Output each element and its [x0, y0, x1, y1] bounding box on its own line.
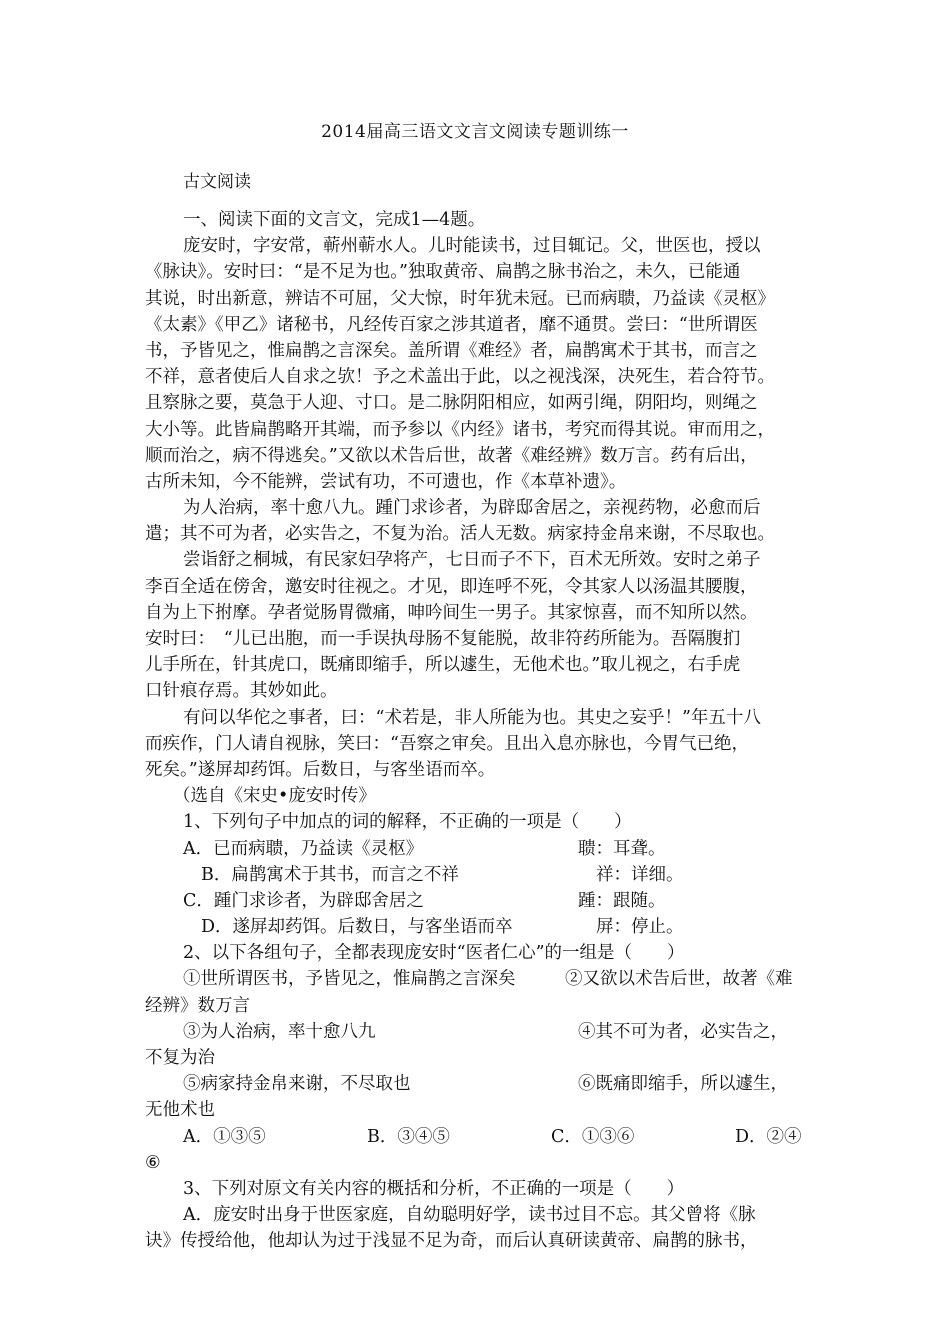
q2-item: ③为人治病，率十愈八九	[183, 1021, 376, 1042]
q2-item: ②又欲以术告后世，故著《难	[565, 969, 793, 990]
q1-option-b	[145, 862, 813, 888]
passage-line: 不祥，意者使后人自求之欤！予之术盖出于此，以之视浅深，决死生，若合符节。	[145, 367, 775, 388]
q2-items-row-2	[145, 1019, 813, 1045]
q1-option-sentence: B．扁鹊寓术于其书，而言之不祥	[201, 864, 459, 885]
passage-line: 顺而治之，病不得逃矣。”又欲以术告后世，故著《难经辨》数万言。药有后出，	[145, 445, 758, 466]
passage-line: 书，予皆见之，惟扁鹊之言深矣。盖所谓《难经》者，扁鹊寓术于其书，而言之	[145, 340, 758, 361]
passage-line: 儿手所在，针其虎口，既痛即缩手，所以遽生，无他术也。”取儿视之，右手虎	[145, 655, 741, 676]
q2-choices-row	[145, 1124, 813, 1150]
source-citation: （选自《宋史•庞安时传》	[173, 786, 376, 807]
question-3-stem: 3、下列对原文有关内容的概括和分析，不正确的一项是（ ）	[183, 1178, 685, 1199]
passage-line: 自为上下拊摩。孕者觉肠胃微痛，呻吟间生一男子。其家惊喜，而不知所以然。	[145, 602, 758, 623]
q1-option-sentence: D．遂屏却药饵。后数日，与客坐语而卒	[201, 917, 513, 938]
question-1-stem: 1、下列句子中加点的词的解释，不正确的一项是（ ）	[183, 812, 632, 833]
q2-items-row-3	[145, 1071, 813, 1097]
q2-choice-d: D．②④	[735, 1126, 802, 1147]
document-body	[145, 207, 813, 1255]
q1-option-d	[145, 914, 813, 940]
q2-item-continuation: 不复为治	[145, 1048, 215, 1068]
q2-item: ⑤病家持金帛来谢，不尽取也	[183, 1074, 411, 1095]
passage-line: 有问以华佗之事者，曰：“术若是，非人所能为也。其史之妄乎！”年五十八	[183, 707, 761, 728]
q2-choice-c: C．①③⑥	[551, 1126, 635, 1147]
passage-line: 为人治病，率十愈八九。踵门求诊者，为辟邸舍居之，亲视药物，必愈而后	[183, 498, 761, 519]
q1-option-sentence: A．已而病聩，乃益读《灵枢》	[183, 838, 424, 859]
q1-option-gloss: 屏：停止。	[596, 917, 684, 938]
passage-line: 安时曰： “儿已出胞，而一手误执母肠不复能脱，故非符药所能为。吾隔腹扪	[145, 629, 741, 649]
document-title: 2014届高三语文文言文阅读专题训练一	[321, 122, 629, 142]
q1-option-gloss: 祥：详细。	[596, 864, 684, 885]
passage-line: 其说，时出新意，辨诘不可屈，父大惊，时年犹未冠。已而病聩，乃益读《灵枢》	[145, 288, 775, 309]
q2-item-continuation: 无他术也	[145, 1100, 215, 1121]
q2-item-continuation: 经辨》数万言	[145, 995, 250, 1016]
question-2-stem: 2、以下各组句子，全都表现庞安时“医者仁心”的一组是（ ）	[183, 943, 685, 964]
passage-line: 死矣。”遂屏却药饵。后数日，与客坐语而卒。	[145, 759, 496, 780]
q2-choice-b: B．③④⑤	[367, 1126, 450, 1147]
section-heading: 古文阅读	[183, 172, 251, 192]
q1-option-gloss: 踵：跟随。	[578, 890, 666, 911]
q1-option-a	[145, 836, 813, 862]
passage-line: 且察脉之要，莫急于人迎、寸口。是二脉阴阳相应，如两引绳，阴阳均，则绳之	[145, 393, 758, 414]
passage-line: 庞安时，字安常，蕲州蕲水人。儿时能读书，过目辄记。父，世医也，授以	[183, 236, 761, 257]
passage-line: 古所未知，今不能辨，尝试有功，不可遗也，作《本草补遗》。	[145, 471, 627, 492]
passage-line: 大小等。此皆扁鹊略开其端，而予参以《内经》诸书，考究而得其说。审而用之，	[145, 419, 775, 440]
q2-item: ⑥既痛即缩手，所以遽生，	[578, 1074, 788, 1095]
passage-line: 口针痕存焉。其妙如此。	[145, 681, 338, 702]
passage-line: 李百全适在傍舍，邀安时往视之。才见，即连呼不死，令其家人以汤温其腰腹，	[145, 576, 758, 597]
q2-items-row-1	[145, 966, 813, 992]
q2-choice-continuation: ⑥	[145, 1152, 161, 1173]
q2-choice-a: A．①③⑤	[183, 1126, 266, 1147]
passage-line: 而疾作，门人请自视脉，笑曰：“吾察之审矣。且出入息亦脉也，今胃气已绝，	[145, 733, 749, 754]
q2-item: ①世所谓医书，予皆见之，惟扁鹊之言深矣	[183, 969, 516, 990]
q1-option-gloss: 聩：耳聋。	[578, 838, 666, 859]
q3-option-a-continuation: 诀》传授给他，他却认为过于浅显不足为奇，而后认真研读黄帝、扁鹊的脉书，	[145, 1231, 758, 1252]
q2-item: ④其不可为者，必实告之，	[578, 1021, 788, 1042]
q3-option-a: A．庞安时出身于世医家庭，自幼聪明好学，读书过目不忘。其父曾将《脉	[183, 1205, 756, 1226]
passage-line: 《脉诀》。安时曰：“是不足为也。”独取黄帝、扁鹊之脉书治之，未久，已能通	[145, 262, 741, 283]
instruction-line: 一、阅读下面的文言文，完成1—4题。	[183, 210, 486, 230]
passage-line: 尝诣舒之桐城，有民家妇孕将产，七日而子不下，百术无所效。安时之弟子	[183, 550, 761, 571]
passage-line: 《太素》《甲乙》诸秘书，凡经传百家之涉其道者，靡不通贯。尝曰：“世所谓医	[145, 314, 758, 335]
q1-option-sentence: C．踵门求诊者，为辟邸舍居之	[183, 890, 424, 911]
passage-line: 遣；其不可为者，必实告之，不复为治。活人无数。病家持金帛来谢，不尽取也。	[145, 524, 775, 545]
q1-option-c	[145, 888, 813, 914]
